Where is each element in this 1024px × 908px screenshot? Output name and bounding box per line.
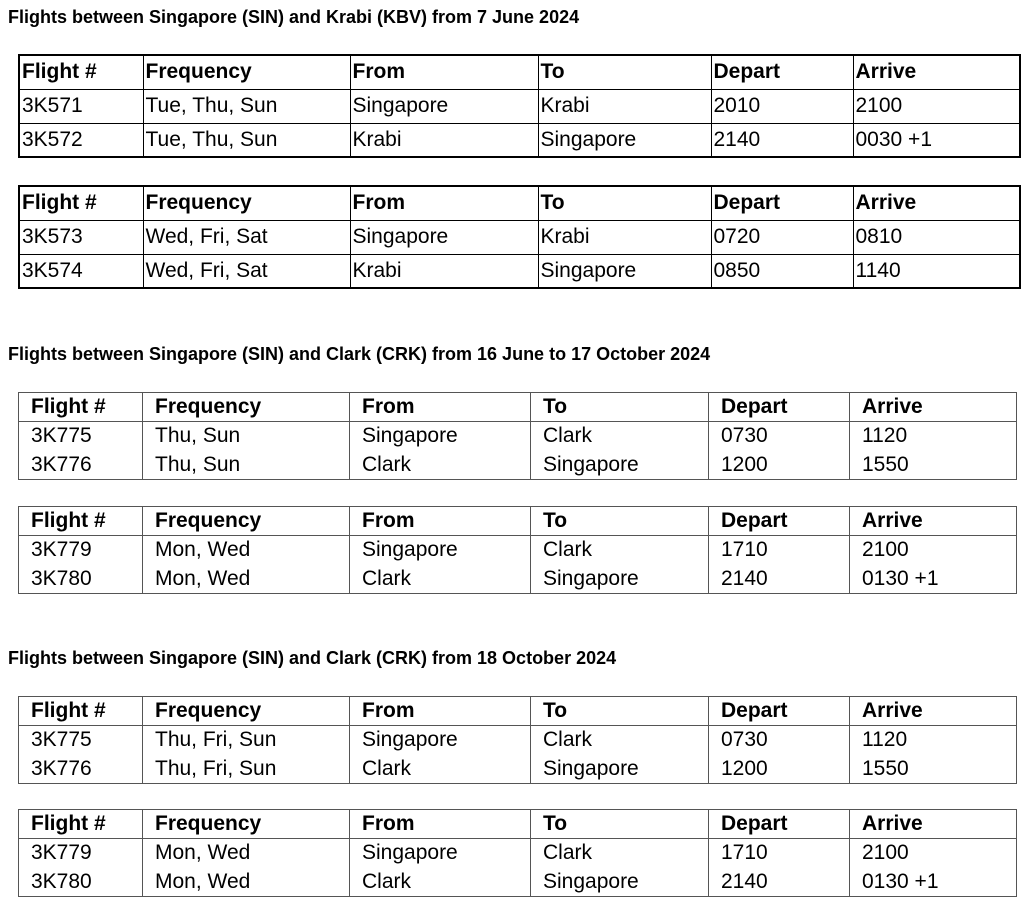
cell-arrive: 1120	[850, 726, 1017, 755]
cell-to: Singapore	[531, 451, 709, 480]
table-row	[19, 565, 1017, 594]
cell-frequency: Thu, Fri, Sun	[143, 726, 350, 755]
cell-frequency: Thu, Sun	[143, 451, 350, 480]
col-header-arrive: Arrive	[853, 55, 1020, 89]
cell-arrive: 0130 +1	[850, 868, 1017, 897]
cell-to: Singapore	[538, 254, 711, 288]
cell-flight: 3K571	[19, 89, 143, 123]
cell-to: Singapore	[531, 868, 709, 897]
col-header-flight: Flight #	[19, 697, 143, 726]
table-header-row	[19, 393, 1017, 422]
cell-flight: 3K779	[19, 536, 143, 565]
cell-arrive: 1550	[850, 755, 1017, 784]
cell-depart: 0730	[709, 422, 850, 451]
cell-frequency: Thu, Sun	[143, 422, 350, 451]
col-header-from: From	[350, 186, 538, 220]
cell-depart: 1200	[709, 755, 850, 784]
col-header-frequency: Frequency	[143, 507, 350, 536]
section-heading-clark-2024: Flights between Singapore (SIN) and Clark (CRK) from 16 June to 17 October 2024	[8, 344, 711, 364]
cell-flight: 3K780	[19, 565, 143, 594]
table-row	[19, 422, 1017, 451]
flight-table-clark-b-1	[18, 696, 1017, 784]
cell-arrive: 2100	[850, 536, 1017, 565]
table-row	[19, 220, 1020, 254]
col-header-to: To	[538, 186, 711, 220]
cell-arrive: 2100	[850, 839, 1017, 868]
cell-depart: 2140	[711, 123, 853, 157]
cell-to: Singapore	[531, 755, 709, 784]
cell-from: Clark	[350, 868, 531, 897]
cell-flight: 3K780	[19, 868, 143, 897]
col-header-to: To	[531, 697, 709, 726]
table-header-row	[19, 55, 1020, 89]
cell-depart: 2010	[711, 89, 853, 123]
table-header-row	[19, 810, 1017, 839]
col-header-to: To	[531, 810, 709, 839]
table-row	[19, 755, 1017, 784]
cell-depart: 1710	[709, 839, 850, 868]
col-header-arrive: Arrive	[850, 810, 1017, 839]
cell-to: Krabi	[538, 89, 711, 123]
cell-frequency: Wed, Fri, Sat	[143, 220, 350, 254]
col-header-arrive: Arrive	[850, 393, 1017, 422]
cell-arrive: 0810	[853, 220, 1020, 254]
cell-from: Singapore	[350, 89, 538, 123]
col-header-flight: Flight #	[19, 186, 143, 220]
cell-depart: 0730	[709, 726, 850, 755]
col-header-to: To	[531, 507, 709, 536]
cell-frequency: Tue, Thu, Sun	[143, 123, 350, 157]
flight-table-clark-a-1	[18, 392, 1017, 480]
cell-from: Singapore	[350, 726, 531, 755]
col-header-depart: Depart	[711, 186, 853, 220]
col-header-depart: Depart	[711, 55, 853, 89]
flight-table-clark-a-2	[18, 506, 1017, 594]
cell-arrive: 1140	[853, 254, 1020, 288]
cell-depart: 2140	[709, 868, 850, 897]
cell-from: Clark	[350, 755, 531, 784]
cell-frequency: Wed, Fri, Sat	[143, 254, 350, 288]
cell-depart: 0720	[711, 220, 853, 254]
col-header-arrive: Arrive	[850, 507, 1017, 536]
col-header-from: From	[350, 697, 531, 726]
cell-frequency: Mon, Wed	[143, 839, 350, 868]
cell-to: Clark	[531, 536, 709, 565]
table-row	[19, 89, 1020, 123]
cell-to: Clark	[531, 422, 709, 451]
cell-to: Clark	[531, 839, 709, 868]
col-header-from: From	[350, 507, 531, 536]
table-header-row	[19, 186, 1020, 220]
cell-to: Singapore	[531, 565, 709, 594]
col-header-flight: Flight #	[19, 393, 143, 422]
table-row	[19, 254, 1020, 288]
col-header-from: From	[350, 55, 538, 89]
col-header-to: To	[538, 55, 711, 89]
section-heading-krabi: Flights between Singapore (SIN) and Krabi (KBV) from 7 June 2024	[8, 7, 580, 27]
cell-from: Krabi	[350, 123, 538, 157]
col-header-frequency: Frequency	[143, 697, 350, 726]
cell-flight: 3K775	[19, 422, 143, 451]
col-header-depart: Depart	[709, 810, 850, 839]
cell-to: Singapore	[538, 123, 711, 157]
cell-to: Krabi	[538, 220, 711, 254]
cell-arrive: 0130 +1	[850, 565, 1017, 594]
table-row	[19, 123, 1020, 157]
col-header-depart: Depart	[709, 507, 850, 536]
cell-flight: 3K779	[19, 839, 143, 868]
col-header-depart: Depart	[709, 393, 850, 422]
col-header-frequency: Frequency	[143, 810, 350, 839]
cell-from: Singapore	[350, 220, 538, 254]
flight-table-clark-b-2	[18, 809, 1017, 897]
cell-from: Singapore	[350, 536, 531, 565]
col-header-from: From	[350, 810, 531, 839]
cell-from: Clark	[350, 451, 531, 480]
cell-from: Clark	[350, 565, 531, 594]
col-header-frequency: Frequency	[143, 186, 350, 220]
table-row	[19, 726, 1017, 755]
table-row	[19, 451, 1017, 480]
table-row	[19, 839, 1017, 868]
cell-flight: 3K776	[19, 451, 143, 480]
cell-frequency: Tue, Thu, Sun	[143, 89, 350, 123]
cell-arrive: 1550	[850, 451, 1017, 480]
cell-frequency: Thu, Fri, Sun	[143, 755, 350, 784]
col-header-depart: Depart	[709, 697, 850, 726]
col-header-frequency: Frequency	[143, 55, 350, 89]
cell-flight: 3K776	[19, 755, 143, 784]
cell-flight: 3K574	[19, 254, 143, 288]
col-header-flight: Flight #	[19, 810, 143, 839]
cell-depart: 2140	[709, 565, 850, 594]
col-header-flight: Flight #	[19, 507, 143, 536]
cell-depart: 1710	[709, 536, 850, 565]
cell-from: Krabi	[350, 254, 538, 288]
col-header-arrive: Arrive	[850, 697, 1017, 726]
cell-depart: 1200	[709, 451, 850, 480]
cell-flight: 3K572	[19, 123, 143, 157]
col-header-flight: Flight #	[19, 55, 143, 89]
cell-frequency: Mon, Wed	[143, 536, 350, 565]
flight-table-krabi-1	[18, 54, 1021, 158]
cell-arrive: 0030 +1	[853, 123, 1020, 157]
col-header-arrive: Arrive	[853, 186, 1020, 220]
col-header-to: To	[531, 393, 709, 422]
col-header-from: From	[350, 393, 531, 422]
table-header-row	[19, 507, 1017, 536]
cell-frequency: Mon, Wed	[143, 565, 350, 594]
cell-frequency: Mon, Wed	[143, 868, 350, 897]
col-header-frequency: Frequency	[143, 393, 350, 422]
cell-from: Singapore	[350, 422, 531, 451]
cell-to: Clark	[531, 726, 709, 755]
cell-arrive: 2100	[853, 89, 1020, 123]
cell-depart: 0850	[711, 254, 853, 288]
table-header-row	[19, 697, 1017, 726]
section-heading-clark-from-18-october: Flights between Singapore (SIN) and Clark (CRK) from 18 October 2024	[8, 648, 617, 668]
cell-flight: 3K573	[19, 220, 143, 254]
flight-table-krabi-2	[18, 185, 1021, 289]
table-row	[19, 868, 1017, 897]
cell-from: Singapore	[350, 839, 531, 868]
cell-arrive: 1120	[850, 422, 1017, 451]
cell-flight: 3K775	[19, 726, 143, 755]
table-row	[19, 536, 1017, 565]
